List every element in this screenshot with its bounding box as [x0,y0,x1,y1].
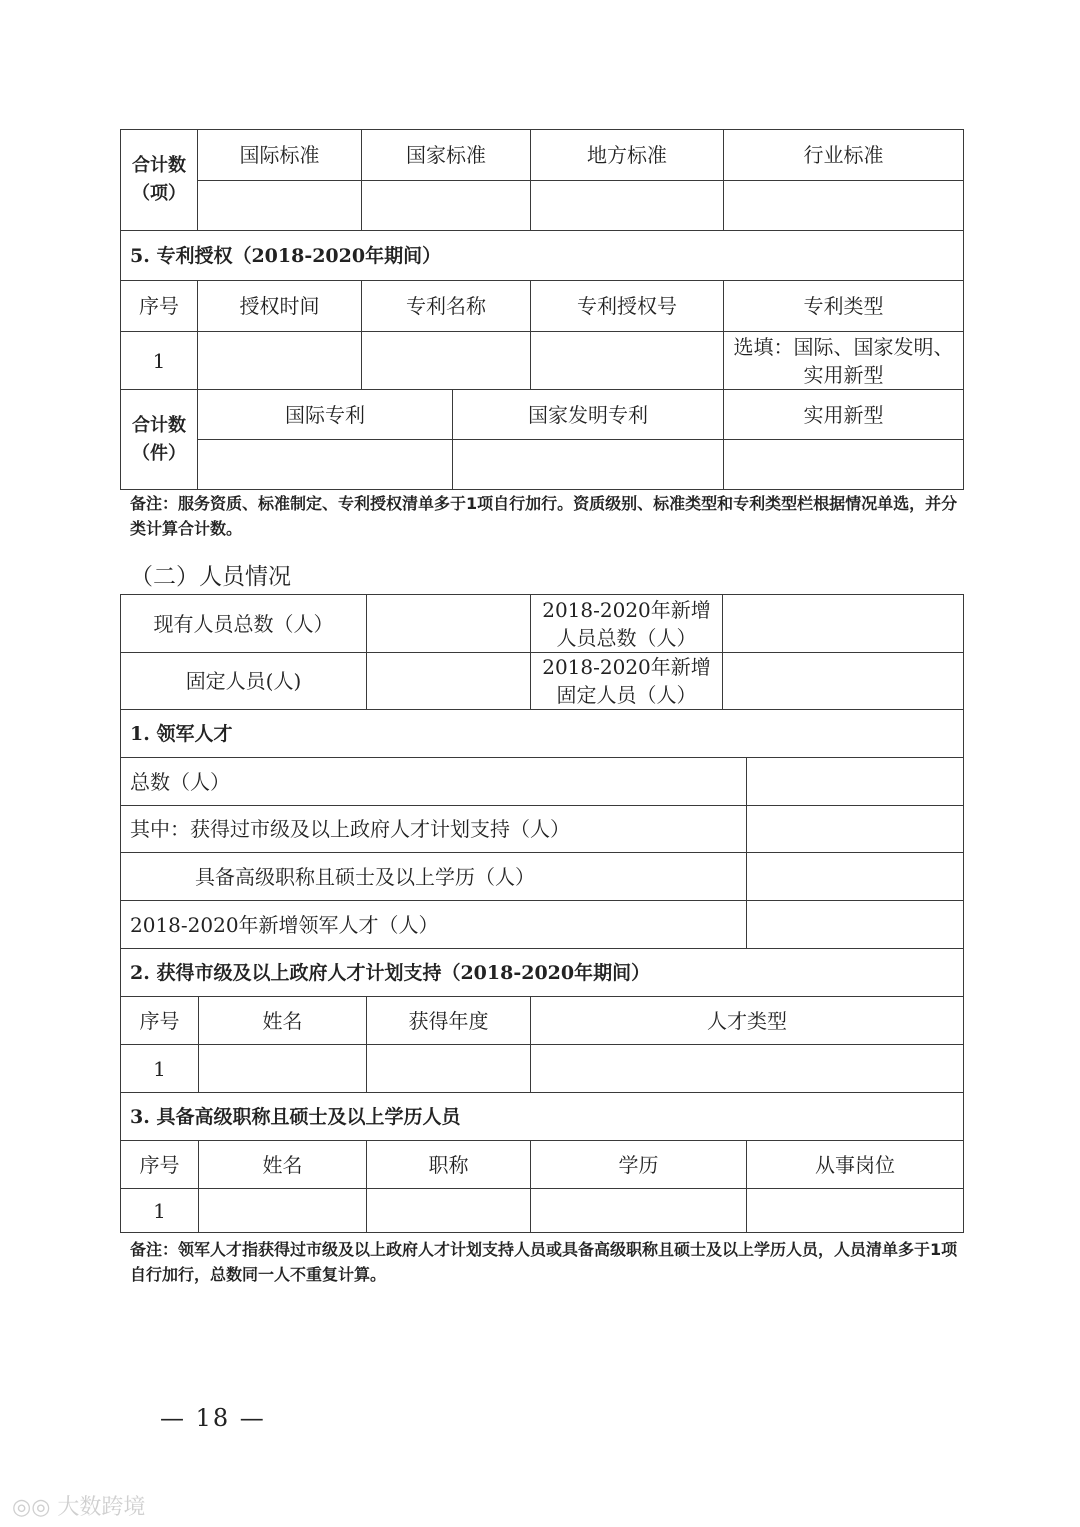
note-personnel: 备注：领军人才指获得过市级及以上政府人才计划支持人员或具备高级职称且硕士及以上学历人员，人员清单多于1项自行加行，总数同一人不重复计算。 [130,1240,958,1284]
gov-header-type: 人才类型 [531,997,964,1045]
gov-header-year: 获得年度 [367,997,531,1045]
leader-total-label: 总数（人） [121,758,747,806]
patent-summary-national: 国家发明专利 [453,390,724,440]
total-staff-value[interactable] [367,595,531,653]
patent-header-name: 专利名称 [362,281,531,332]
leader-new-value[interactable] [747,901,964,949]
senior-title-cell[interactable] [367,1189,531,1233]
watermark [12,1490,145,1521]
senior-header-degree: 学历 [531,1141,747,1189]
senior-header-index: 序号 [121,1141,199,1189]
leader-new-label: 2018-2020年新增领军人才（人） [121,901,747,949]
section-heading-personnel: （二）人员情况 [130,564,291,590]
std-count-national[interactable] [362,181,531,231]
total-staff-label: 现有人员总数（人） [121,595,367,653]
fixed-staff-label: 固定人员(人) [121,653,367,710]
patent-header-type: 专利类型 [724,281,964,332]
new-total-staff-value[interactable] [723,595,964,653]
gov-year-cell[interactable] [367,1045,531,1093]
senior-name-cell[interactable] [199,1189,367,1233]
gov-section-title: 2. 获得市级及以上政府人才计划支持（2018-2020年期间） [121,949,964,997]
leader-senior-value[interactable] [747,853,964,901]
leader-gov-value[interactable] [747,806,964,853]
new-fixed-staff-value[interactable] [723,653,964,710]
std-count-local[interactable] [531,181,724,231]
leader-senior-label: 具备高级职称且硕士及以上学历（人） [121,853,747,901]
standards-patent-table [120,129,964,490]
leader-gov-label: 其中：获得过市级及以上政府人才计划支持（人） [121,806,747,853]
patent-summary-international: 国际专利 [198,390,453,440]
patent-summary-label: 合计数（件） [121,390,198,490]
patent-summary-utility: 实用新型 [724,390,964,440]
patent-count-national[interactable] [453,440,724,490]
gov-header-index: 序号 [121,997,199,1045]
std-header-international: 国际标准 [198,130,362,181]
patent-header-number: 专利授权号 [531,281,724,332]
patent-count-international[interactable] [198,440,453,490]
std-header-local: 地方标准 [531,130,724,181]
new-total-staff-label: 2018-2020年新增人员总数（人） [531,595,723,653]
leader-total-value[interactable] [747,758,964,806]
std-count-industry[interactable] [724,181,964,231]
patent-count-utility[interactable] [724,440,964,490]
std-header-industry: 行业标准 [724,130,964,181]
gov-name-cell[interactable] [199,1045,367,1093]
patent-section-title: 5. 专利授权（2018-2020年期间） [121,231,964,281]
gov-type-cell[interactable] [531,1045,964,1093]
senior-degree-cell[interactable] [531,1189,747,1233]
senior-row-index: 1 [121,1189,199,1233]
fixed-staff-value[interactable] [367,653,531,710]
std-count-international[interactable] [198,181,362,231]
patent-type-hint[interactable]: 选填：国际、国家发明、实用新型 [724,332,964,390]
standards-summary-label: 合计数（项） [121,130,198,231]
watermark-logo-icon: ◎◎ [12,1495,58,1520]
note-standards: 备注：服务资质、标准制定、专利授权清单多于1项自行加行。资质级别、标准类型和专利类型栏根据情况单选，并分类计算合计数。 [130,494,958,538]
senior-position-cell[interactable] [747,1189,964,1233]
patent-row-index: 1 [121,332,198,390]
patent-header-date: 授权时间 [198,281,362,332]
watermark-text: 大数跨境 [57,1495,146,1520]
patent-header-index: 序号 [121,281,198,332]
new-fixed-staff-label: 2018-2020年新增固定人员（人） [531,653,723,710]
leader-section-title: 1. 领军人才 [121,710,964,758]
std-header-national: 国家标准 [362,130,531,181]
senior-section-title: 3. 具备高级职称且硕士及以上学历人员 [121,1093,964,1141]
senior-header-position: 从事岗位 [747,1141,964,1189]
senior-header-name: 姓名 [199,1141,367,1189]
patent-date-cell[interactable] [198,332,362,390]
personnel-table [120,594,964,1233]
gov-header-name: 姓名 [199,997,367,1045]
senior-header-title: 职称 [367,1141,531,1189]
page-number: — 18 — [160,1404,266,1432]
gov-row-index: 1 [121,1045,199,1093]
patent-number-cell[interactable] [531,332,724,390]
patent-name-cell[interactable] [362,332,531,390]
